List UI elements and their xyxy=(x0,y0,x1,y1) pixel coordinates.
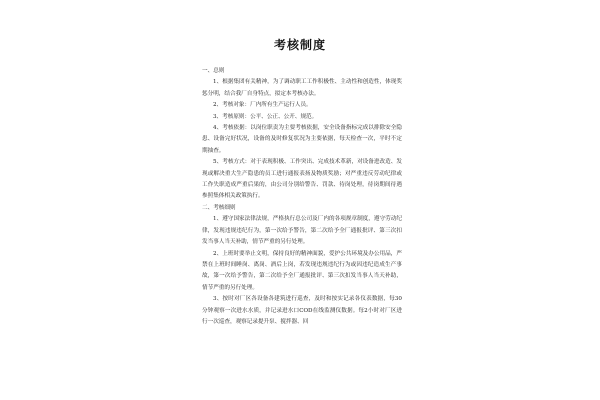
paragraph: 2、上班时要举止文明，保持良好的精神面貌，爱护公共环境及办公用品，严禁在上班时间睡岗、离岗、酒后上岗，若发现违规违纪行为或因违纪造成生产事故，第一次给予警告，第二次给予全厂通报批评、第三次扣发当事人当天补助，情节严重的另行处理。 xyxy=(202,250,402,291)
paragraph: 5、考核方式：对于表现积极、工作突出、完成技术革新，对设备进改造、发现或解决重大生产隐患的员工进行通报表扬及物质奖励；对严重违反劳动纪律或工作失职造成严重后果的，由公司分别给警告、罚款、待岗处理，待岗期间待遇参照集体相关政策执行。 xyxy=(202,159,402,200)
paragraph: 4、考核依据：以岗位职责为主要考核依据，安全设备指标完成以排除安全隐患、设备完好状况，设备的及时修复状况为主要依据，每天检查一次，平时不定期抽查。 xyxy=(202,125,402,154)
paragraph: 2、考核对象：厂内所有生产运行人员。 xyxy=(213,102,312,109)
section-heading: 二、考核细则 xyxy=(202,204,236,211)
document-body xyxy=(202,66,402,328)
paragraph: 3、按时对厂区各设备各建筑进行巡查，及时和按实记录各仪表数据，每30分钟观察一次进水水质，并记录进水口COD在线监测仪数据。每2小时对厂区进行一次巡查，观察记录提升泵、搅拌器、回 xyxy=(202,296,402,325)
paragraph: 1、根据集团有关精神，为了调动职工工作积极性、主动性和创造性，体现奖惩分明，结合我厂自身特点，拟定本考核办法。 xyxy=(202,79,402,97)
paragraph: 3、考核原则：公平、公正、公开、规范。 xyxy=(213,113,318,120)
section-heading: 一、总则 xyxy=(202,68,225,74)
document-title: 考核制度 xyxy=(273,38,326,52)
paragraph: 1、遵守国家法律法规，严格执行总公司及厂内的各项规章制度，遵守劳动纪律，发现违规违纪行为，第一次给予警告，第二次给予全厂通报批评、第三次扣发当事人当天补助，情节严重的另行处理。 xyxy=(202,216,402,246)
